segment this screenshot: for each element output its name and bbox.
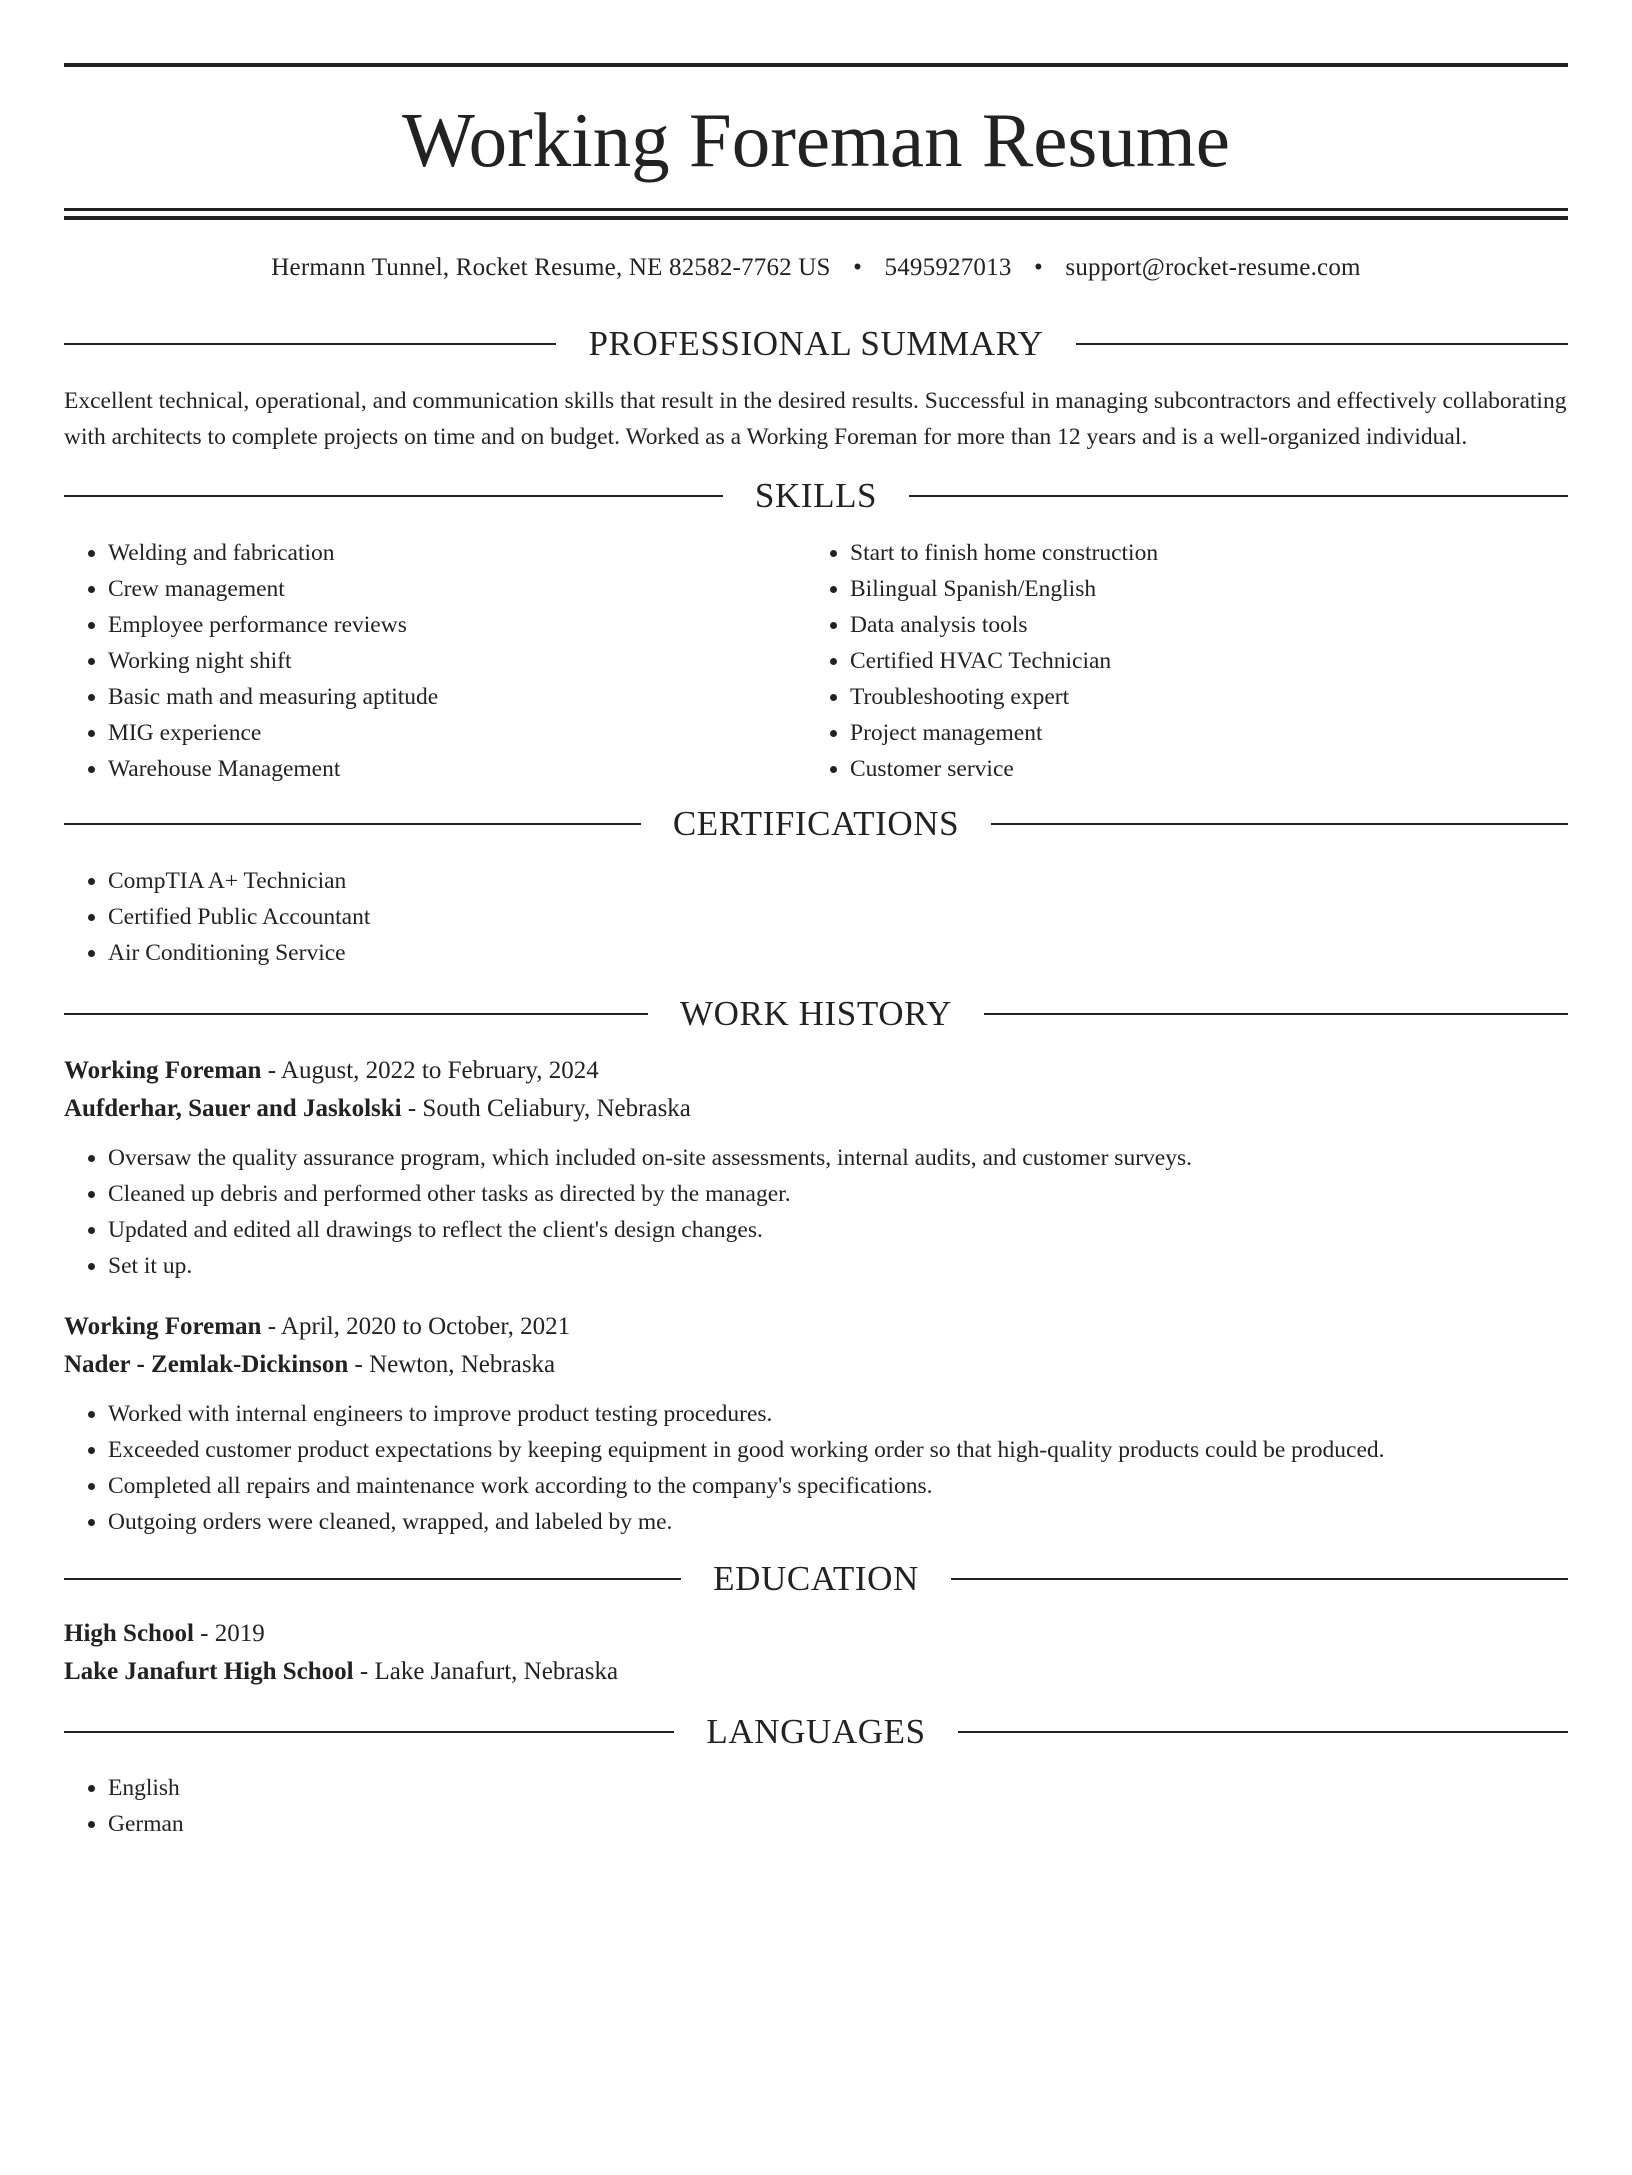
job-role: Working Foreman (64, 1057, 262, 1084)
contact-line (64, 254, 1568, 294)
list-item: • Start to finish home construction (850, 535, 1548, 571)
job-company-line (64, 1346, 1568, 1384)
job-entry (64, 1052, 1568, 1284)
list-item: • CompTIA A+ Technician (108, 863, 1568, 899)
education-school: Lake Janafurt High School (64, 1658, 354, 1685)
education-school-line (64, 1653, 1568, 1691)
heading-rule (909, 495, 1568, 497)
job-location: - South Celiabury, Nebraska (401, 1095, 691, 1122)
heading-rule (1076, 343, 1568, 345)
skills-column-left (64, 535, 806, 787)
list-item: • Employee performance reviews (108, 607, 806, 643)
summary-heading-label: PROFESSIONAL SUMMARY (588, 324, 1044, 363)
list-item: • Updated and edited all drawings to reflect the client's design changes. (108, 1212, 1568, 1248)
skills-heading-label: SKILLS (754, 476, 878, 515)
list-item: • English (108, 1770, 1568, 1806)
summary-text: Excellent technical, operational, and communication skills that result in the desired results. Successful in managing subcontractors and effectively collaborating with architects to complete projects on time and on budget. Worked as a Working Foreman for more than 12 years and is a well-organized individual. (64, 388, 1567, 450)
work-heading-label: WORK HISTORY (680, 994, 952, 1033)
education-degree-line (64, 1615, 1568, 1653)
list-item: • Working night shift (108, 643, 806, 679)
list-item: • Set it up. (108, 1248, 1568, 1284)
list-item: • Welding and fabrication (108, 535, 806, 571)
heading-rule (64, 1013, 648, 1015)
education-section-heading (64, 1554, 1568, 1604)
list-item: • Certified HVAC Technician (850, 643, 1548, 679)
contact-separator: • (853, 254, 863, 281)
list-item: • Crew management (108, 571, 806, 607)
list-item: • Completed all repairs and maintenance work according to the company's specifications. (108, 1468, 1568, 1504)
summary-section-heading (64, 319, 1568, 369)
education-entry (64, 1615, 1568, 1691)
certifications-list (64, 863, 1568, 971)
list-item: • Worked with internal engineers to improve product testing procedures. (108, 1396, 1568, 1432)
list-item: • Data analysis tools (850, 607, 1548, 643)
education-location: - Lake Janafurt, Nebraska (353, 1658, 619, 1685)
job-role: Working Foreman (64, 1313, 262, 1340)
skills-list-left (64, 535, 806, 787)
heading-rule (64, 495, 723, 497)
heading-rule (958, 1731, 1568, 1733)
languages-heading-label: LANGUAGES (706, 1712, 926, 1751)
list-item: • Bilingual Spanish/English (850, 571, 1548, 607)
list-item: • Certified Public Accountant (108, 899, 1568, 935)
list-item: • Oversaw the quality assurance program, which included on-site assessments, internal audits, and customer surveys. (108, 1140, 1568, 1176)
heading-rule (64, 1731, 674, 1733)
resume-title: Working Foreman Resume (402, 97, 1230, 183)
job-company-line (64, 1090, 1568, 1128)
education-year: - 2019 (193, 1620, 265, 1647)
job-dates: - August, 2022 to February, 2024 (261, 1057, 599, 1084)
job-duties-list (64, 1396, 1568, 1540)
heading-rule (64, 823, 641, 825)
skills-columns (64, 535, 1568, 787)
job-title-line (64, 1052, 1568, 1090)
list-item: • Project management (850, 715, 1548, 751)
list-item: • MIG experience (108, 715, 806, 751)
heading-rule (951, 1578, 1568, 1580)
list-item: • Troubleshooting expert (850, 679, 1548, 715)
job-company: Nader - Zemlak-Dickinson (64, 1351, 349, 1378)
skills-column-right (806, 535, 1548, 787)
work-section-heading (64, 989, 1568, 1039)
skills-list-right (806, 535, 1548, 787)
contact-address: Hermann Tunnel, Rocket Resume, NE 82582-7762 US (271, 254, 831, 281)
skills-section-heading (64, 471, 1568, 521)
job-dates: - April, 2020 to October, 2021 (261, 1313, 571, 1340)
languages-list (64, 1770, 1568, 1842)
title-double-rule (64, 208, 1568, 220)
heading-rule (64, 1578, 681, 1580)
list-item: • Cleaned up debris and performed other tasks as directed by the manager. (108, 1176, 1568, 1212)
list-item: • Outgoing orders were cleaned, wrapped, and labeled by me. (108, 1504, 1568, 1540)
job-duties-list (64, 1140, 1568, 1284)
education-degree: High School (64, 1620, 194, 1647)
job-entry (64, 1308, 1568, 1540)
top-rule (64, 63, 1568, 67)
job-company: Aufderhar, Sauer and Jaskolski (64, 1095, 402, 1122)
certifications-heading-label: CERTIFICATIONS (672, 804, 960, 843)
list-item: • Warehouse Management (108, 751, 806, 787)
job-location: - Newton, Nebraska (348, 1351, 556, 1378)
contact-email: support@rocket-resume.com (1065, 254, 1361, 281)
languages-section-heading (64, 1707, 1568, 1757)
contact-separator: • (1033, 254, 1043, 281)
list-item: • Air Conditioning Service (108, 935, 1568, 971)
heading-rule (991, 823, 1568, 825)
list-item: • Exceeded customer product expectations by keeping equipment in good working order so that high-quality products could be produced. (108, 1432, 1568, 1468)
education-heading-label: EDUCATION (713, 1559, 919, 1598)
list-item: • German (108, 1806, 1568, 1842)
list-item: • Customer service (850, 751, 1548, 787)
heading-rule (984, 1013, 1568, 1015)
certifications-section-heading (64, 799, 1568, 849)
resume-page (0, 63, 1632, 2175)
heading-rule (64, 343, 556, 345)
job-title-line (64, 1308, 1568, 1346)
contact-phone: 5495927013 (884, 254, 1012, 281)
list-item: • Basic math and measuring aptitude (108, 679, 806, 715)
